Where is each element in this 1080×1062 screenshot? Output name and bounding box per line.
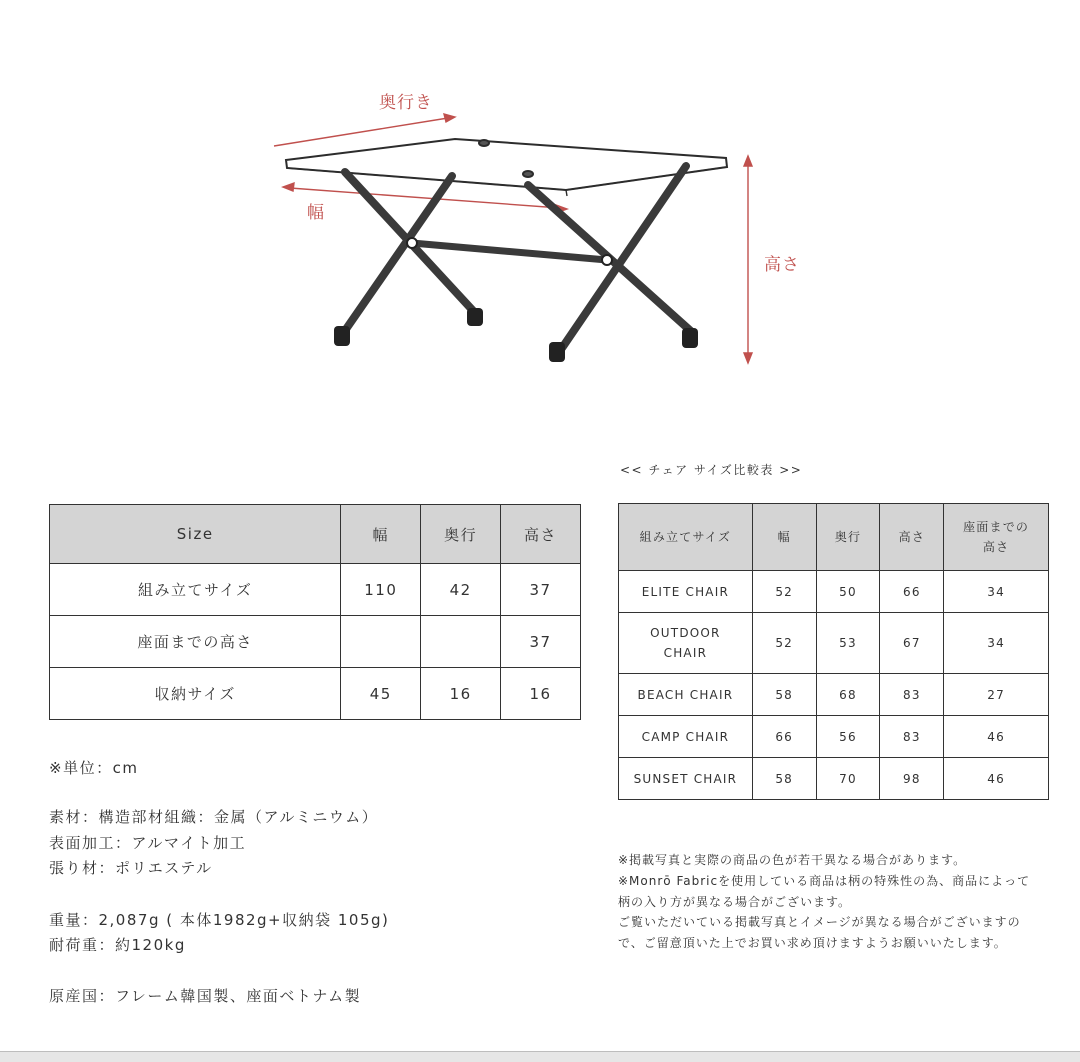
chair-name — [619, 613, 753, 674]
table-cell: 34 — [944, 613, 1049, 674]
size-table — [49, 504, 581, 720]
size-table-header: 幅 — [341, 505, 421, 564]
comparison-title: << チェア サイズ比較表 >> — [620, 463, 803, 477]
chair-name — [619, 758, 753, 800]
table-top — [286, 139, 727, 196]
note-line: ※掲載写真と実際の商品の色が若干異なる場合があります。 — [618, 853, 967, 867]
size-table-header: 奥行 — [421, 505, 501, 564]
weight-spec: 重量：2,087g ( 本体1982g+収納袋 105g) — [49, 911, 390, 929]
table-cell: 53 — [816, 613, 880, 674]
table-row — [619, 716, 1049, 758]
table-cell: 46 — [944, 758, 1049, 800]
table-cell: 98 — [880, 758, 944, 800]
table-cell: 34 — [944, 571, 1049, 613]
product-dimension-diagram — [0, 0, 1080, 420]
unit-note: ※単位：cm — [49, 759, 139, 777]
header-line: 座面までの — [963, 520, 1030, 534]
size-table-header: 高さ — [501, 505, 581, 564]
table-cell: 58 — [752, 758, 816, 800]
table-cell: 16 — [421, 668, 501, 720]
note-line: 柄の入り方が異なる場合がございます。 — [618, 895, 852, 909]
load-spec: 耐荷重：約120kg — [49, 936, 186, 954]
size-table-header: Size — [50, 505, 341, 564]
header-line: 高さ — [982, 540, 1010, 554]
leg-feet — [334, 308, 698, 362]
comparison-header: 幅 — [752, 504, 816, 571]
chair-name — [619, 674, 753, 716]
fabric-spec: 張り材：ポリエステル — [49, 859, 213, 877]
note-line: ご覧いただいている掲載写真とイメージが異なる場合がございますの — [618, 915, 1021, 929]
table-legs — [344, 166, 693, 348]
table-cell: 67 — [880, 613, 944, 674]
chair-name-line: CAMP CHAIR — [641, 729, 730, 744]
origin-spec: 原産国：フレーム韓国製、座面ベトナム製 — [49, 987, 362, 1005]
table-cell: 52 — [752, 571, 816, 613]
table-cell: 収納サイズ — [50, 668, 341, 720]
table-cell: 45 — [341, 668, 421, 720]
chair-name-line: ELITE CHAIR — [641, 584, 729, 599]
table-cell: 50 — [816, 571, 880, 613]
material-spec: 素材：構造部材組織：金属（アルミニウム） — [49, 808, 379, 826]
chair-name-line: BEACH CHAIR — [637, 687, 734, 702]
table-cell: 83 — [880, 716, 944, 758]
table-cell: 座面までの高さ — [50, 616, 341, 668]
size-table-header-row — [50, 505, 581, 564]
table-cell: 組み立てサイズ — [50, 564, 341, 616]
width-label: 幅 — [307, 203, 325, 223]
table-row — [50, 668, 581, 720]
chair-name-line: SUNSET CHAIR — [633, 771, 738, 786]
table-cell: 83 — [880, 674, 944, 716]
table-row — [619, 758, 1049, 800]
table-row — [50, 616, 581, 668]
table-cell: 42 — [421, 564, 501, 616]
height-label: 高さ — [764, 255, 800, 275]
table-cell: 46 — [944, 716, 1049, 758]
table-cell: 37 — [501, 564, 581, 616]
comparison-header: 高さ — [880, 504, 944, 571]
comparison-header — [944, 504, 1049, 571]
comparison-header: 奥行 — [816, 504, 880, 571]
table-cell — [341, 616, 421, 668]
comparison-header: 組み立てサイズ — [619, 504, 753, 571]
note-line: ※Monrō Fabricを使用している商品は柄の特殊性の為、商品によって — [618, 874, 1031, 888]
chair-name — [619, 716, 753, 758]
table-cell: 58 — [752, 674, 816, 716]
table-cell: 56 — [816, 716, 880, 758]
table-illustration — [0, 0, 1080, 420]
table-cell: 66 — [752, 716, 816, 758]
table-cell: 68 — [816, 674, 880, 716]
table-cell: 110 — [341, 564, 421, 616]
table-cell: 70 — [816, 758, 880, 800]
chair-comparison-table — [618, 503, 1049, 800]
table-cell: 37 — [501, 616, 581, 668]
comparison-header-row — [619, 504, 1049, 571]
note-line: で、ご留意頂いた上でお買い求め頂けますようお願いいたします。 — [618, 936, 1007, 950]
surface-spec: 表面加工：アルマイト加工 — [49, 834, 247, 852]
depth-label: 奥行き — [379, 93, 433, 113]
table-cell: 52 — [752, 613, 816, 674]
chair-name-line: CHAIR — [663, 646, 708, 660]
table-cell: 27 — [944, 674, 1049, 716]
chair-name — [619, 571, 753, 613]
table-cell: 16 — [501, 668, 581, 720]
table-row — [50, 564, 581, 616]
table-row — [619, 571, 1049, 613]
table-cell: 66 — [880, 571, 944, 613]
table-cell — [421, 616, 501, 668]
table-row — [619, 613, 1049, 674]
chair-name-line: OUTDOOR — [650, 626, 721, 640]
table-row — [619, 674, 1049, 716]
bottom-divider — [0, 1051, 1080, 1062]
